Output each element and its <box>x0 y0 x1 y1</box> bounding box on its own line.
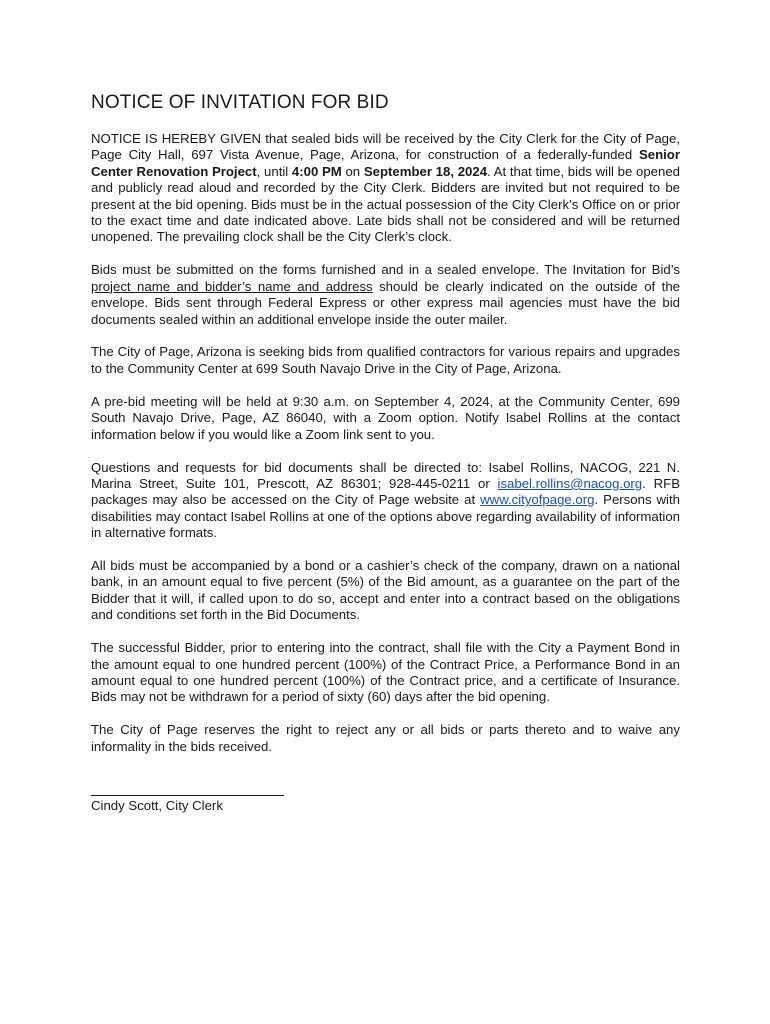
contact-text-1: Questions and requests for bid documents shall be directed to: Isabel Rollins, NACOG, 221 N. Marina Street, Suite 101, Prescott, AZ 86301; 928-445-0211 or <box>91 459 680 491</box>
paragraph-prebid-meeting: A pre-bid meeting will be held at 9:30 a.m. on September 4, 2024, at the Community Center, 699 South Navajo Drive, Page, AZ 86040, with a Zoom option. Notify Isabel Rollins at the contact information below if you would like a Zoom link sent to you. <box>91 393 680 442</box>
submission-underlined-text: project name and bidder’s name and address <box>91 278 373 294</box>
paragraph-submission <box>91 262 680 328</box>
signature-line <box>91 795 284 796</box>
contact-text-3: . Persons with disabilities may contact Isabel Rollins at one of the options above regarding availability of information in alternative formats. <box>91 492 680 541</box>
email-link[interactable]: isabel.rollins@nacog.org <box>497 475 643 491</box>
deadline-date: September 18, 2024 <box>363 163 488 179</box>
paragraph-reservation: The City of Page reserves the right to reject any or all bids or parts thereto and to waive any informality in the bids received. <box>91 722 680 754</box>
paragraph-bid-bond: All bids must be accompanied by a bond or a cashier’s check of the company, drawn on a national bank, in an amount equal to five percent (5%) of the Bid amount, as a guarantee on the part of the Bidder that it will, if called upon to do so, accept and enter into a contract based on the obligations and conditions set forth in the Bid Documents. <box>91 558 680 623</box>
submission-text-1: Bids must be submitted on the forms furnished and in a sealed envelope. The Invitation for Bid’s <box>91 262 680 278</box>
signature-name: Cindy Scott, City Clerk <box>91 798 223 814</box>
document-page <box>91 92 680 815</box>
project-name: Senior Center Renovation Project <box>91 147 680 179</box>
page-title: NOTICE OF INVITATION FOR BID <box>91 92 389 113</box>
notice-text-1: NOTICE IS HEREBY GIVEN that sealed bids will be received by the City Clerk for the City of Page, Page City Hall, 697 Vista Avenue, Page, Arizona, for construction of a federally-funded <box>91 131 680 163</box>
website-link[interactable]: www.cityofpage.org <box>480 492 595 508</box>
notice-text-4: . At that time, bids will be opened and publicly read aloud and recorded by the City Clerk. Bidders are invited but not required to be present at the bid opening. Bids must be in the actual possession of the City Clerk’s Office on or prior to the exact time and date indicated above. Late bids shall not be considered and will be returned unopened. The prevailing clock shall be the City Clerk’s clock. <box>91 163 681 245</box>
paragraph-notice <box>91 131 680 246</box>
paragraph-scope: The City of Page, Arizona is seeking bids from qualified contractors for various repairs and upgrades to the Community Center at 699 South Navajo Drive in the City of Page, Arizona. <box>91 344 680 376</box>
signature-block <box>91 795 680 814</box>
notice-text-3: on <box>341 163 364 179</box>
deadline-time: 4:00 PM <box>291 163 342 179</box>
paragraph-performance-bond: The successful Bidder, prior to entering into the contract, shall file with the City a Payment Bond in the amount equal to one hundred percent (100%) of the Contract Price, a Performance Bond in an amount equal to one hundred percent (100%) of the Contract price, and a certificate of Insurance. Bids may not be withdrawn for a period of sixty (60) days after the bid opening. <box>91 640 680 705</box>
paragraph-contact <box>91 460 680 542</box>
contact-text-2: . RFB packages may also be accessed on the City of Page website at <box>91 475 680 508</box>
submission-text-2: should be clearly indicated on the outside of the envelope. Bids sent through Federal Express or other express mail agencies must have the bid documents sealed within an additional envelope inside the outer mailer. <box>91 278 680 327</box>
notice-text-2: , until <box>256 163 292 179</box>
